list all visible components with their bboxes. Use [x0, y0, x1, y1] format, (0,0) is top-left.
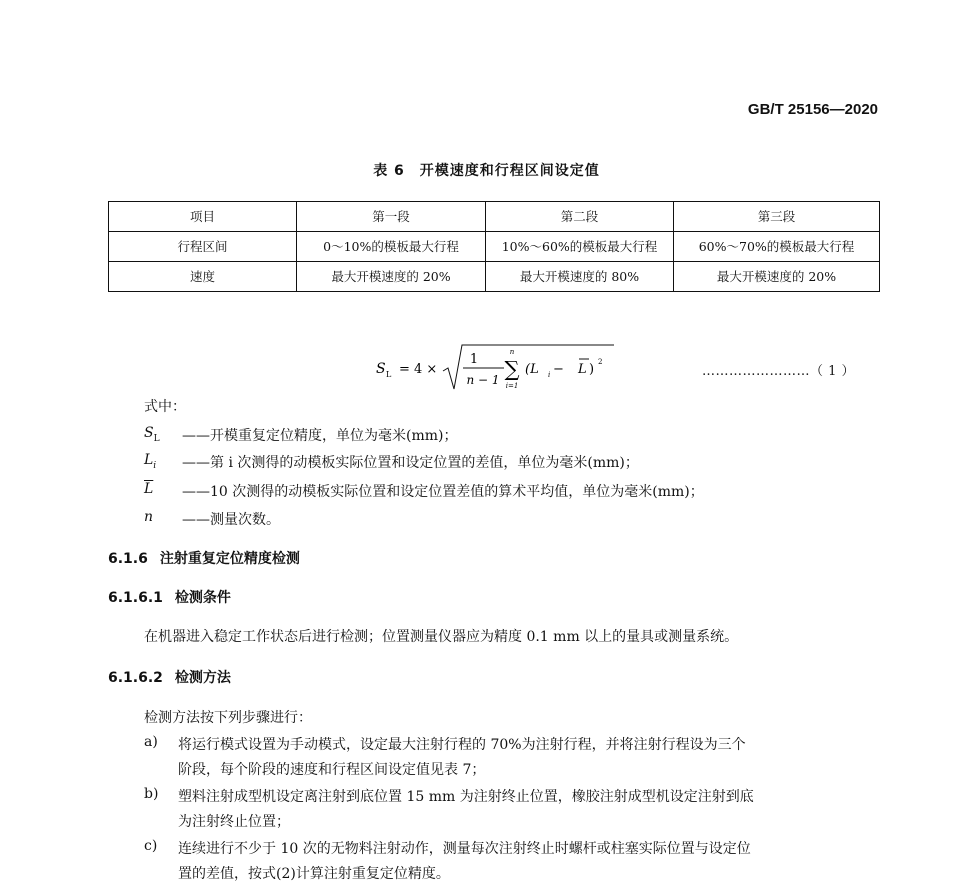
sum-lower: i=1	[505, 382, 519, 390]
table-caption: 表 6 开模速度和行程区间设定值	[373, 163, 600, 179]
table-row	[109, 232, 880, 262]
formula-minus: −	[553, 362, 564, 377]
subsection-heading: 6.1.6.1 检测条件	[108, 590, 231, 606]
list-item-line: 为注射终止位置；	[178, 814, 290, 830]
table-header-cell: 第三段	[674, 202, 880, 232]
var-description-n: ——测量次数。	[182, 512, 280, 528]
var-symbol-li: $L_i$	[144, 452, 157, 471]
sum-sign: ∑	[504, 357, 520, 381]
formula-body: (L	[525, 362, 539, 377]
conditions-paragraph: 在机器进入稳定工作状态后进行检测；位置测量仪器应为精度 0.1 mm 以上的量具或测量系统。	[144, 629, 739, 645]
table-cell: 60%～70%的模板最大行程	[674, 232, 880, 262]
table-cell: 行程区间	[109, 232, 297, 262]
list-item-line: 阶段，每个阶段的速度和行程区间设定值见表 7；	[178, 762, 486, 778]
var-description-li: ——第 i 次测得的动模板实际位置和设定位置的差值，单位为毫米(mm)；	[182, 455, 639, 471]
list-item-line: 连续进行不少于 10 次的无物料注射动作，测量每次注射终止时螺杆或柱塞实际位置与设定位	[178, 841, 751, 857]
list-item-marker: c)	[144, 838, 158, 854]
list-item-line: 塑料注射成型机设定离注射到底位置 15 mm 为注射终止位置，橡胶注射成型机设定注射到底	[178, 789, 754, 805]
list-item-marker: a)	[144, 734, 158, 750]
sum-upper: n	[509, 348, 515, 356]
var-symbol-lbar: $\overline{L}$	[144, 481, 154, 497]
table-cell: 0～10%的模板最大行程	[297, 232, 486, 262]
subsection-heading: 6.1.6.2 检测方法	[108, 670, 231, 686]
list-item-marker: b)	[144, 786, 159, 802]
list-item-line: 将运行模式设置为手动模式，设定最大注射行程的 70%为注射行程，并将注射行程设为三个	[178, 737, 746, 753]
method-intro: 检测方法按下列步骤进行：	[144, 710, 312, 726]
formula-denominator: n − 1	[466, 373, 500, 387]
equation-number: ……………………（ 1 ）	[702, 364, 856, 379]
formula-body-sub: i	[548, 371, 551, 379]
formula-power: 2	[598, 358, 603, 366]
where-label: 式中：	[144, 399, 186, 415]
table-header-cell: 第一段	[297, 202, 486, 232]
var-symbol-sl: $S_L$	[144, 425, 160, 444]
parameter-table	[108, 201, 880, 292]
table-row	[109, 262, 880, 292]
table-cell: 最大开模速度的 20%	[297, 262, 486, 292]
table-header-cell: 第二段	[486, 202, 674, 232]
formula-lbar: L	[578, 362, 587, 377]
formula-eq: = 4 ×	[399, 362, 438, 377]
var-symbol-n: n	[144, 509, 154, 525]
table-header-row	[109, 202, 880, 232]
table-header-cell: 项目	[109, 202, 297, 232]
formula-numerator: 1	[469, 352, 479, 367]
formula-s: S	[376, 361, 386, 377]
section-heading: 6.1.6 注射重复定位精度检测	[108, 551, 300, 567]
formula-1	[370, 342, 615, 394]
table-cell: 速度	[109, 262, 297, 292]
formula-s-sub: L	[386, 370, 392, 379]
var-description-lbar: ——10 次测得的动模板实际位置和设定位置差值的算术平均值，单位为毫米(mm)；	[182, 484, 704, 500]
formula-close: )	[589, 362, 595, 377]
table-cell: 10%～60%的模板最大行程	[486, 232, 674, 262]
list-item-line: 置的差值，按式(2)计算注射重复定位精度。	[178, 866, 450, 882]
standard-number: GB/T 25156—2020	[747, 101, 878, 118]
var-description-sl: ——开模重复定位精度，单位为毫米(mm)；	[182, 428, 458, 444]
table-cell: 最大开模速度的 20%	[674, 262, 880, 292]
table-cell: 最大开模速度的 80%	[486, 262, 674, 292]
